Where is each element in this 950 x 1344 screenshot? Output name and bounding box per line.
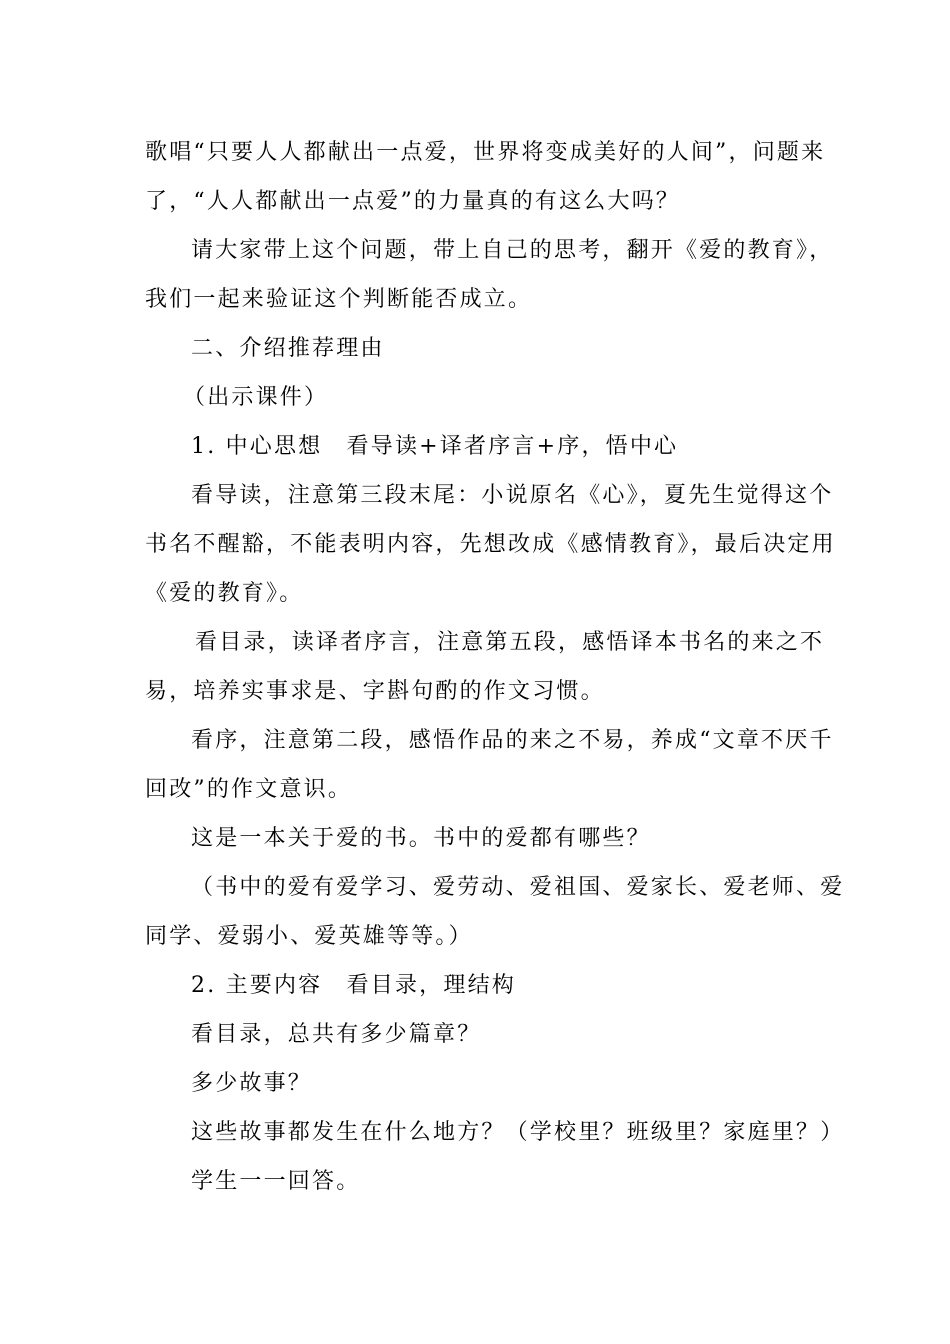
paragraph-10 [145, 1108, 845, 1157]
text-line: 易，培养实事求是、字斟句酌的作文习惯。 [145, 679, 605, 704]
paragraph-5 [145, 716, 834, 814]
text-line: 请大家带上这个问题，带上自己的思考，翻开《爱的教育》， [191, 238, 834, 263]
subheading-1 [145, 422, 813, 471]
text-line: 二、介绍推荐理由 [191, 336, 385, 361]
paragraph-note [145, 373, 813, 422]
text-line: 多少故事？ [191, 1071, 313, 1096]
paragraph-3 [145, 471, 836, 618]
text-line: 1. 中心思想 看导读+译者序言+序，悟中心 [191, 434, 679, 459]
paragraph-7 [145, 863, 845, 961]
text-line: 我们一起来验证这个判断能否成立。 [145, 287, 533, 312]
text-line: 看目录，总共有多少篇章？ [191, 1022, 482, 1047]
text-line: 这些故事都发生在什么地方？（学校里？班级里？家庭里？） [191, 1120, 845, 1145]
text-line: （书中的爱有爱学习、爱劳动、爱祖国、爱家长、爱老师、爱 [191, 875, 845, 900]
paragraph-6 [145, 814, 813, 863]
text-line: 歌唱“只要人人都献出一点爱，世界将变成美好的人间”，问题来 [145, 140, 826, 165]
text-line: 这是一本关于爱的书。书中的爱都有哪些？ [191, 826, 651, 851]
text-line: 回改”的作文意识。 [145, 777, 353, 802]
subheading-2 [145, 961, 813, 1010]
paragraph-1 [145, 128, 826, 226]
text-line: 书名不醒豁，不能表明内容，先想改成《感情教育》，最后决定用 [145, 532, 836, 557]
paragraph-2 [145, 226, 834, 324]
paragraph-9 [145, 1059, 813, 1108]
text-line: 2. 主要内容 看目录，理结构 [191, 973, 516, 998]
text-line: 学生一一回答。 [191, 1169, 361, 1194]
text-line: 看目录，读译者序言，注意第五段，感悟译本书名的来之不 [195, 630, 825, 655]
text-line: （出示课件） [183, 385, 329, 410]
text-line: 《爱的教育》。 [145, 581, 304, 606]
paragraph-8 [145, 1010, 813, 1059]
text-line: 看序，注意第二段，感悟作品的来之不易，养成“文章不厌千 [191, 728, 834, 753]
text-line: 了，“人人都献出一点爱”的力量真的有这么大吗？ [145, 189, 681, 214]
text-line: 同学、爱弱小、爱英雄等等。） [145, 924, 473, 949]
text-line: 看导读，注意第三段末尾：小说原名《心》，夏先生觉得这个 [191, 483, 834, 508]
paragraph-11 [145, 1157, 813, 1206]
document-body [145, 128, 845, 1206]
paragraph-4 [145, 618, 825, 716]
section-heading [145, 324, 813, 373]
